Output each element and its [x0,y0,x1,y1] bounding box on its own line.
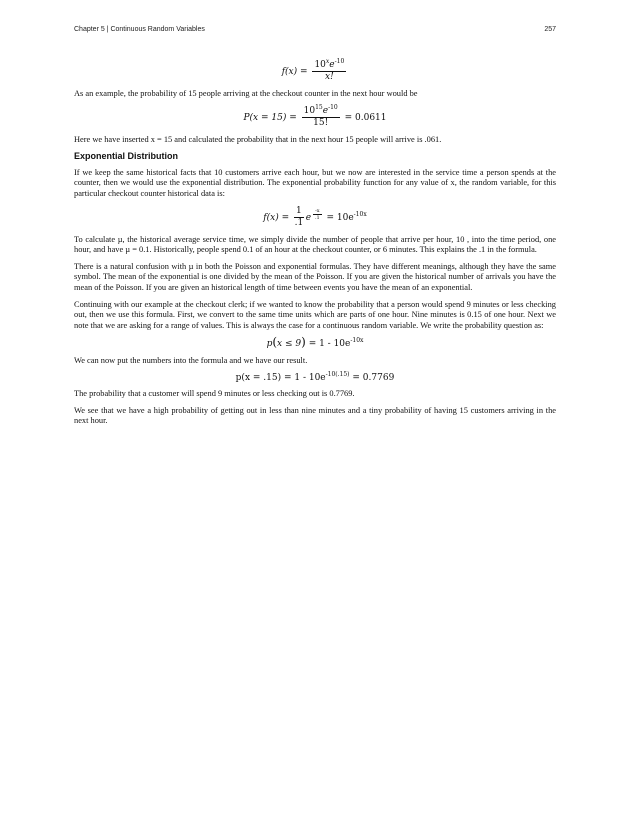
equation-poisson: f(x) = $\frac{10^xe^{-10}}{x!}$ [281,58,345,82]
paragraph: There is a natural confusion with µ in both the Poisson and exponential formulas. They have different meanings, although they have the same symbol. The mean of the exponential is one divided by the mean of the Poisson. If you are given the historical number of arrivals you have the mean of the Poisson. If you are given an historical length of time between events you have the mean of an exponential. [74,261,556,292]
page-content [74,56,556,433]
equation-probability-question: $p(x \le 9) = 1 - 10e^{-10x}$ [266,335,364,350]
paragraph: We see that we have a high probability of getting out in less than nine minutes and a tiny probability of having 15 customers arriving in the next hour. [74,405,556,426]
running-header: Chapter 5 | Continuous Random Variables [74,26,205,33]
paragraph: Continuing with our example at the checkout clerk; if we wanted to know the probability that a person would spend 9 minutes or less checking out, then we use this formula. First, we convert to the same time units which are parts of one hour. Nine minutes is 0.15 of one hour. Next we note that we are asking for a range of values. This is always the case for a continuous random variable. We write the probability question as: [74,299,556,330]
paragraph: If we keep the same historical facts that 10 customers arrive each hour, but we now are interested in the service time a person spends at the counter, then we would use the exponential distribution. The exponential probability function for any value of x, the random variable, for this particular checkout counter historical data is: [74,167,556,198]
page-number: 257 [544,26,556,33]
paragraph: Here we have inserted x = 15 and calculated the probability that in the next hour 15 people will arrive is .061. [74,134,442,144]
paragraph: As an example, the probability of 15 people arriving at the checkout counter in the next hour would be [74,89,418,98]
section-heading: Exponential Distribution [74,151,179,162]
paragraph: The probability that a customer will spend 9 minutes or less checking out is 0.7769. [74,389,355,399]
paragraph: We can now put the numbers into the formula and we have our result. [74,355,308,365]
equation-poisson-15: P(x = 15) = $\frac{10^{15}e^{-10}}{15!}$ = 0.0611 [243,103,387,128]
equation-exponential: f(x) = $\frac{1}{.1}$ e $^{\frac{-x}{.1}}$ = $10e^{-10x}$ [263,205,367,228]
paragraph: To calculate µ, the historical average service time, we simply divide the number of people that arrive per hour, 10 , into the time period, one hour, and have µ = 0.1. Historically, people spend 0.1 of an hour at the checkout counter, or 6 minutes. This explains the .1 in the formula. [74,234,556,255]
equation-result: $p(x = .15) = 1 - 10e^{-10(.15)} = 0.7769$ [235,370,395,383]
